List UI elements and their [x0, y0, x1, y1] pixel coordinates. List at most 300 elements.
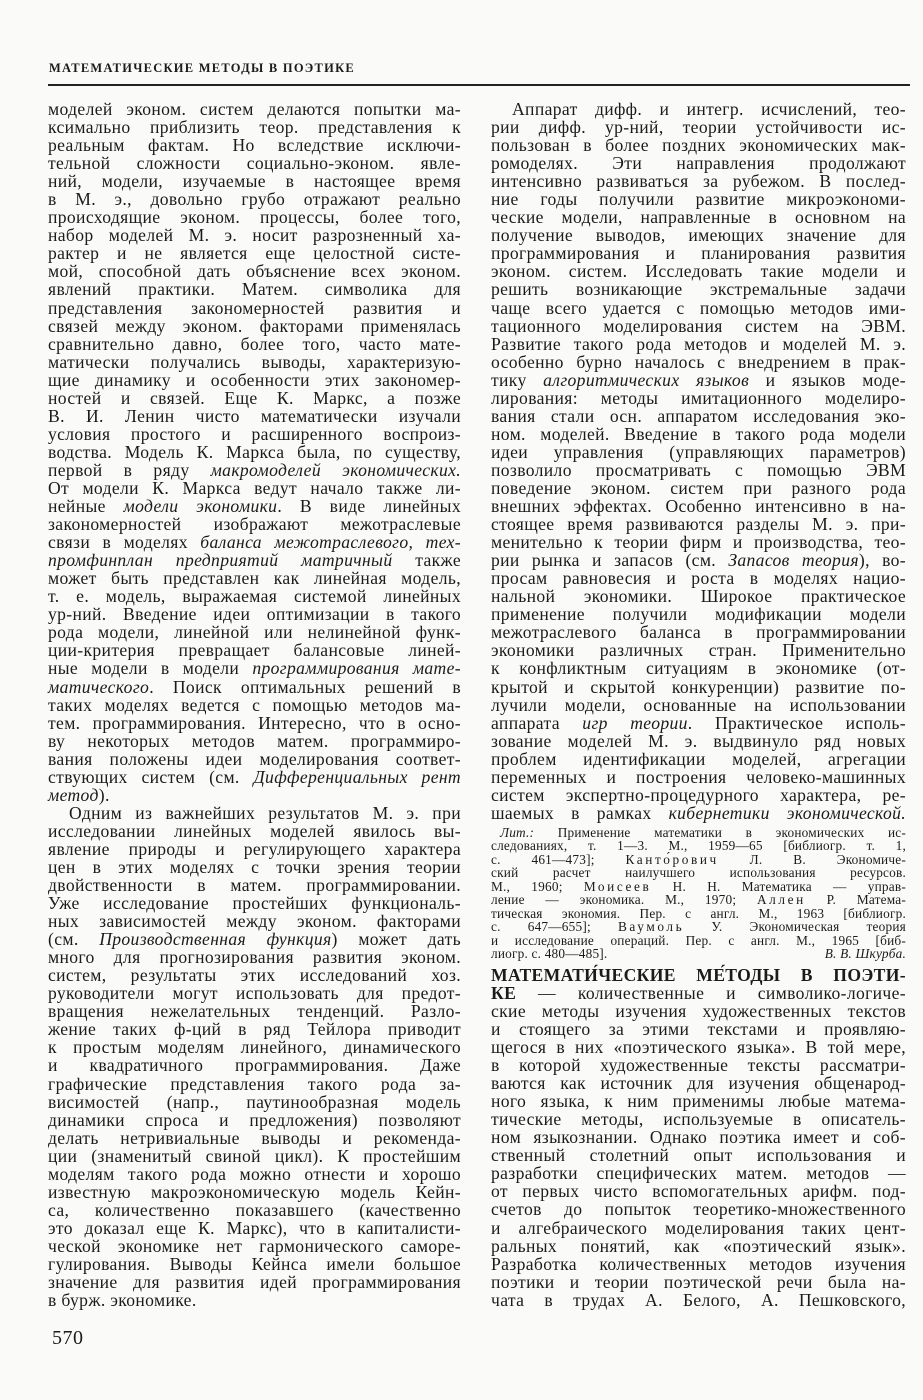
text-line [491, 515, 906, 533]
text-run: систем экспертно-процедурного характера, ре- [491, 784, 906, 805]
italic-term: модели экономики [123, 496, 278, 517]
text-run: цен в этих моделях с точки зрения теории [48, 856, 461, 877]
text-line [491, 389, 906, 407]
text-line [491, 425, 906, 443]
text-line [48, 804, 461, 822]
text-line [491, 1219, 906, 1237]
text-run: Р. Матема- [805, 892, 906, 908]
text-line [491, 1182, 906, 1200]
text-line [491, 623, 906, 641]
text-run: и стоящего за этими текстами и проявляю- [491, 1019, 906, 1040]
text-line [48, 1056, 461, 1074]
text-line [491, 461, 906, 479]
text-run: от первых чисто вспомогательных арифм. под- [491, 1181, 906, 1202]
text-line [48, 190, 461, 208]
paragraph [491, 100, 906, 822]
text-run: лиогр. с. 480—485]. [491, 946, 608, 962]
text-line [48, 894, 461, 912]
italic-term: алгоритмических языков [543, 369, 750, 390]
text-run: ромоделях. Эти направления продолжают [491, 153, 906, 174]
text-line [491, 605, 906, 623]
text-line [491, 804, 906, 822]
text-run: к простым моделям линейного, динамического [48, 1037, 461, 1058]
text-line [48, 353, 461, 371]
text-line [48, 732, 461, 750]
text-line [48, 515, 461, 533]
text-line [491, 100, 906, 118]
text-run: менительно к теории фирм и производства, тео- [491, 532, 906, 553]
text-run: тическая экономия. Пер. с англ. М., 1963 [библиогр. [491, 905, 906, 921]
text-line [48, 100, 461, 118]
text-run: к конфликтным ситуациям в экономике (от- [491, 658, 906, 679]
text-run: ствующих систем (см. [48, 766, 254, 787]
italic-term: Лит.: [500, 824, 535, 840]
text-line [48, 876, 461, 894]
text-line [491, 907, 906, 921]
text-run: вращения нежелательных тенденций. Разло- [48, 1001, 461, 1022]
text-run: пользован в более поздних экономических мак- [491, 135, 906, 156]
text-line [48, 786, 461, 804]
text-run: особенно бурно началось с внедрением в прак- [491, 351, 906, 372]
text-run: моделям такого рода можно отнести и хорошо [48, 1163, 461, 1184]
text-line [48, 966, 461, 984]
text-run: и исследование операций. Пер. с англ. М., 1965 [биб- [491, 932, 906, 948]
text-line [491, 317, 906, 335]
running-head: МАТЕМАТИЧЕСКИЕ МЕТОДЫ В ПОЭТИКЕ [49, 61, 355, 75]
text-run: — количественные и символико-логиче- [516, 982, 906, 1003]
text-line [491, 299, 906, 317]
text-line [48, 172, 461, 190]
text-line [491, 280, 906, 298]
text-line [48, 1111, 461, 1129]
text-run: жение таких ф-ций в ряд Тейлора приводит [48, 1019, 461, 1040]
text-line [491, 786, 906, 804]
text-line [48, 371, 461, 389]
text-run: зование моделей М. э. выдвинуло ряд новых [491, 730, 906, 751]
text-line [48, 208, 461, 226]
text-run: вания положены идеи моделирования соответ- [48, 748, 461, 769]
text-line [48, 984, 461, 1002]
text-line [48, 136, 461, 154]
text-run: ), во- [858, 550, 906, 571]
text-line [491, 1056, 906, 1074]
text-run: ) может дать [331, 929, 461, 950]
text-line [491, 678, 906, 696]
text-line [48, 948, 461, 966]
text-line [48, 678, 461, 696]
text-line [491, 443, 906, 461]
text-run: получение выводов, имеющих значение для [491, 225, 906, 246]
text-line [491, 1092, 906, 1110]
text-run: ление — экономика. М., 1970; [491, 892, 757, 908]
text-run: исследовании линейных моделей явилось вы- [48, 820, 461, 841]
text-run: нейные [48, 496, 124, 517]
text-line [48, 317, 461, 335]
text-run: графические представления такого рода за- [48, 1073, 461, 1094]
text-line [48, 551, 461, 569]
text-line [48, 822, 461, 840]
text-line [48, 262, 461, 280]
author-name: Ваумоль [617, 919, 685, 935]
text-line [491, 641, 906, 659]
text-run: стоящее время развиваются разделы М. э. при- [491, 514, 906, 535]
text-run: может быть представлен как линейная модель, [48, 568, 461, 589]
italic-term: кибернетики экономической. [668, 802, 907, 823]
text-line [48, 659, 461, 677]
italic-term: промфинплан предприятий матричный [48, 550, 393, 571]
text-line [491, 172, 906, 190]
text-run: программирования и планирования развития [491, 243, 906, 264]
text-line [48, 1219, 461, 1237]
text-run: внешних эффектах. Особенно интенсивно в на- [491, 496, 906, 517]
text-run: решить возникающие экстремальные задачи [491, 279, 906, 300]
text-run: моделей эконом. систем делаются попытки ма- [48, 99, 461, 119]
header-rule [48, 84, 910, 86]
text-run: ний, модели, изучаемые в настоящее время [48, 171, 461, 192]
text-run: Разработка количественных методов изучения [491, 1253, 906, 1274]
text-run: ственный столетний опыт использования и [491, 1145, 906, 1166]
text-run: нальной экономики. Широкое практическое [491, 586, 906, 607]
text-run: межотраслевого баланса в программировании [491, 622, 906, 643]
text-line [491, 947, 906, 961]
text-run: набор моделей М. э. носит разрозненный ха- [48, 225, 461, 246]
text-line [48, 858, 461, 876]
italic-term: игр теории [582, 712, 688, 733]
text-run: ческой экономике нет гармонического саморе- [48, 1235, 461, 1256]
italic-term: Производственная функция [99, 929, 332, 950]
text-line [48, 226, 461, 244]
text-line [48, 1237, 461, 1255]
italic-term: матического [48, 676, 150, 697]
text-line [491, 880, 906, 894]
text-run: поэтики и теории поэтической речи была на- [491, 1271, 906, 1292]
text-line [48, 299, 461, 317]
text-run: счетов до попыток теоретико-множественного [491, 1199, 906, 1220]
italic-term: макромоделей экономических. [210, 459, 461, 480]
text-run: крытой и скрытой конкуренции) развитие по- [491, 676, 906, 697]
italic-term: Дифференциальных рент [253, 766, 461, 787]
text-line [48, 154, 461, 172]
article-author: В. В. Шкурба. [824, 946, 906, 962]
text-run: чаще всего удается с помощью методов ими- [491, 297, 906, 318]
text-run: проблем идентификации моделей, агрегации [491, 748, 906, 769]
text-run: тационного моделирования систем на ЭВМ. [491, 315, 906, 336]
text-line [491, 1002, 906, 1020]
text-run: ральных понятий, как «поэтический язык». [491, 1235, 906, 1256]
text-line [48, 425, 461, 443]
text-run: лучили модели, основанные на использовании [491, 694, 906, 715]
text-run: У. Экономическая теория [684, 919, 906, 935]
text-line [491, 262, 906, 280]
text-line [491, 353, 906, 371]
text-run: и алгебраического моделирования таких цент- [491, 1217, 906, 1238]
text-run: в М. э., довольно грубо отражают реально [48, 189, 461, 210]
text-run: связи в моделях [48, 532, 201, 553]
page-number: 570 [52, 1327, 84, 1349]
text-line [48, 569, 461, 587]
encyclopedia-entry [491, 966, 906, 1309]
text-run: значение для развития идей программирования [48, 1272, 461, 1293]
text-line [48, 407, 461, 425]
text-run: тику [491, 369, 544, 390]
text-run: ваются как источник для изучения общенарод- [491, 1073, 906, 1094]
text-run: чата в трудах А. Белого, А. Пешковского, [491, 1289, 906, 1310]
text-line [48, 1201, 461, 1219]
text-run: ные модели в модели [48, 658, 253, 679]
text-line [48, 840, 461, 858]
text-line [491, 533, 906, 551]
text-line [48, 1183, 461, 1201]
text-run: т. е. модель, выражаемая системой линейных [48, 586, 461, 607]
text-run: с. 461—473]; [491, 851, 626, 867]
text-line [491, 154, 906, 172]
text-line [491, 1255, 906, 1273]
text-run: рии дифф. ур-ний, теории устойчивости ис- [491, 117, 906, 138]
text-line [491, 1038, 906, 1056]
text-run: с. 647—655]; [491, 919, 618, 935]
text-run: в бурж. экономике. [48, 1290, 197, 1311]
text-line [48, 1255, 461, 1273]
text-run: ). [98, 784, 110, 805]
text-run: происходящие эконом. процессы, более того, [48, 207, 461, 228]
text-line [48, 118, 461, 136]
text-line [491, 893, 906, 907]
text-run: связей между эконом. факторами применялась [48, 315, 461, 336]
text-run: следованиях, т. 1—3. М., 1959—65 [библиогр. т. 1, [491, 838, 906, 854]
text-run: рактер и не является еще целостной систе- [48, 243, 461, 264]
text-run: ном языкознании. Однако поэтика имеет и соб- [491, 1127, 906, 1148]
text-run: интенсивно развиваться за рубежом. В послед- [491, 171, 906, 192]
text-run: ции (знаменитый свиной цикл). К простейшим [48, 1145, 461, 1166]
text-run: поведение эконом. систем при разного рода [491, 477, 906, 498]
text-line [48, 605, 461, 623]
text-run: позволило просматривать с помощью ЭВМ [491, 459, 906, 480]
text-run: таких моделях ведется с помощью методов ма- [48, 694, 461, 715]
text-run: аппарата [491, 712, 583, 733]
text-run: представления закономерностей развития и [48, 297, 461, 318]
text-run: и языков моде- [749, 369, 906, 390]
text-run: Л. В. Экономиче- [718, 851, 906, 867]
text-run: ву некоторых методов матем. программиро- [48, 730, 461, 751]
text-line [491, 750, 906, 768]
text-run: мой, способной дать объяснение всех эконом. [48, 261, 461, 282]
text-run: вания стали осн. аппаратом исследования эко- [491, 405, 906, 426]
text-run: . Поиск оптимальных решений в [149, 676, 461, 697]
text-run: руководители могут использовать для предот- [48, 983, 461, 1004]
text-run: условия простого и расширенного воспроиз- [48, 423, 461, 444]
text-run: щие динамику и особенности этих закономер- [48, 369, 461, 390]
text-line [491, 1020, 906, 1038]
text-run: ский расчет наилучшего использования ресурсов. [491, 865, 906, 881]
text-run: тические методы, используемые в описатель- [491, 1109, 906, 1130]
text-run: тем. программирования. Интересно, что в осно- [48, 712, 461, 733]
text-run: экономики различных стран. Применительно [491, 640, 906, 661]
text-line [48, 443, 461, 461]
text-run: динамики спроса и предложения) позволяют [48, 1109, 461, 1130]
text-line [491, 1074, 906, 1092]
text-run: гулирования. Выводы Кейнса имели большое [48, 1254, 461, 1274]
text-line [491, 826, 906, 840]
text-line [491, 407, 906, 425]
text-line [48, 389, 461, 407]
text-run: Одним из важнейших результатов М. э. при [69, 802, 461, 823]
text-run: Аппарат дифф. и интегр. исчислений, тео- [512, 99, 906, 119]
text-line [491, 190, 906, 208]
text-run: закономерностей изображают межотраслевые [48, 514, 461, 535]
text-run: ские методы изучения художественных текстов [491, 1000, 906, 1021]
text-line [48, 335, 461, 353]
text-line [491, 479, 906, 497]
text-line [48, 1093, 461, 1111]
author-name: Канто́рович [625, 851, 719, 867]
text-line [491, 984, 906, 1002]
text-run: эконом. систем. Исследовать такие модели и [491, 261, 906, 282]
text-run: ур-ний. Введение идеи оптимизации в такого [48, 604, 461, 625]
text-run: М., 1960; [491, 878, 584, 894]
text-line [491, 696, 906, 714]
text-line [48, 1273, 461, 1291]
text-run: шаемых в рамках [491, 802, 669, 823]
text-line [48, 280, 461, 298]
text-line [491, 569, 906, 587]
text-run: явлений практики. Матем. символика для [48, 279, 461, 300]
text-line [491, 118, 906, 136]
text-line [491, 839, 906, 853]
text-line [491, 1291, 906, 1309]
text-line [491, 866, 906, 880]
paragraph [48, 804, 461, 1309]
text-run: водства. Модель К. Маркса была, по существу, [48, 441, 461, 462]
text-line [491, 371, 906, 389]
text-line [491, 587, 906, 605]
entry-headword: КЕ [491, 982, 517, 1003]
text-line [491, 934, 906, 948]
left-column [48, 100, 461, 1309]
text-run: са, количественно показавшего (качественно [48, 1199, 461, 1220]
text-run: Н. Н. Математика — управ- [651, 878, 906, 894]
text-run: это доказал еще К. Маркс), что в капиталисти- [48, 1217, 461, 1238]
text-line [48, 461, 461, 479]
text-run: применение получили модификации модели [491, 604, 906, 625]
text-line [48, 912, 461, 930]
text-run: первой в ряду [48, 459, 211, 480]
text-line [48, 1147, 461, 1165]
text-line [48, 768, 461, 786]
text-line [491, 136, 906, 154]
text-run: (см. [48, 929, 100, 950]
text-line [48, 1075, 461, 1093]
text-run: Применение математики в экономических ис- [534, 824, 906, 840]
author-name: Аллен [756, 892, 806, 908]
text-run: щегося в них «поэтического языка». В той мере, [491, 1037, 906, 1058]
text-run: рии рынка и запасов (см. [491, 550, 729, 571]
text-run: просам равновесия и роста в моделях нацио- [491, 568, 906, 589]
text-run: ции-критерия превращает балансовые линей- [48, 640, 461, 661]
text-line [491, 920, 906, 934]
text-line [48, 930, 461, 948]
text-line [48, 696, 461, 714]
text-run: рода модели, линейной или нелинейной функ- [48, 622, 461, 643]
right-column [491, 100, 906, 1309]
text-run: ксимально приблизить теор. представления к [48, 117, 461, 138]
text-line [491, 768, 906, 786]
bibliography [491, 826, 906, 961]
text-line [491, 1164, 906, 1182]
text-run: ностей и связей. Еще К. Маркс, а позже [48, 387, 461, 408]
text-line [491, 714, 906, 732]
text-line [491, 1237, 906, 1255]
author-name: Моисеев [583, 878, 652, 894]
text-line [48, 497, 461, 515]
text-line [491, 659, 906, 677]
text-line [491, 335, 906, 353]
continued-paragraph [48, 100, 461, 804]
text-run: тельной сложности социально-эконом. явле- [48, 153, 461, 174]
text-run: ном. моделей. Введение в такого рода модели [491, 423, 906, 444]
text-run: Развитие такого рода методов и моделей М. э. [491, 333, 906, 354]
text-line [491, 1273, 906, 1291]
text-run: разработки специфических матем. методов — [491, 1163, 906, 1184]
text-run: двойственности в матем. программировании. [48, 875, 461, 896]
text-line [491, 208, 906, 226]
text-run: и квадратичного программирования. Даже [48, 1055, 461, 1076]
text-line [491, 551, 906, 569]
text-run: явление природы и регулирующего характера [48, 838, 461, 859]
text-run: реальным фактам. Но вследствие исключи- [48, 135, 461, 156]
text-run: От модели К. Маркса ведут начало также ли- [48, 477, 461, 498]
text-run: сравнительно давно, более того, часто мате- [48, 333, 461, 354]
text-run: переменных и построения человеко-машинных [491, 766, 906, 787]
text-line [48, 587, 461, 605]
text-line [48, 1129, 461, 1147]
text-line [491, 497, 906, 515]
text-line [491, 1110, 906, 1128]
text-line [491, 1128, 906, 1146]
text-line [48, 641, 461, 659]
text-line [491, 244, 906, 262]
text-line [48, 1038, 461, 1056]
text-run: делать нетривиальные выводы и рекоменда- [48, 1127, 461, 1148]
text-line [48, 244, 461, 262]
text-line [48, 1291, 461, 1309]
text-run: . В виде линейных [277, 496, 461, 517]
text-line [48, 1165, 461, 1183]
text-run: ческие модели, направленные в основном на [491, 207, 906, 228]
text-run: ного языка, к ним применимы любые матема- [491, 1091, 906, 1112]
text-line [491, 732, 906, 750]
text-run: Уже исследование простейших функциональ- [48, 893, 461, 914]
text-run: лирования: методы имитационного моделиро- [491, 387, 906, 408]
entry-headword: МАТЕМАТИ́ЧЕСКИЕ МЕ́ТОДЫ В ПОЭТИ- [491, 964, 906, 985]
text-line [491, 966, 906, 984]
text-line [48, 714, 461, 732]
text-line [48, 1020, 461, 1038]
text-run: также [392, 550, 461, 571]
text-line [491, 226, 906, 244]
text-run: в которой художественные тексты рассматри- [491, 1055, 906, 1076]
text-run: систем, результаты этих исследований хоз. [48, 965, 461, 986]
italic-term: баланса межотраслевого, тех- [200, 532, 461, 553]
text-line [48, 750, 461, 768]
text-run: много для прогнозирования развития эконом. [48, 947, 461, 968]
text-run: В. И. Ленин чисто математически изучали [48, 405, 461, 426]
text-line [491, 1200, 906, 1218]
text-line [48, 623, 461, 641]
italic-term: программирования мате- [252, 658, 461, 679]
text-run: ных зависимостей между эконом. факторами [48, 911, 461, 932]
italic-term: метод [48, 784, 99, 805]
text-run: ние годы получили развитие микроэкономи- [491, 189, 906, 210]
